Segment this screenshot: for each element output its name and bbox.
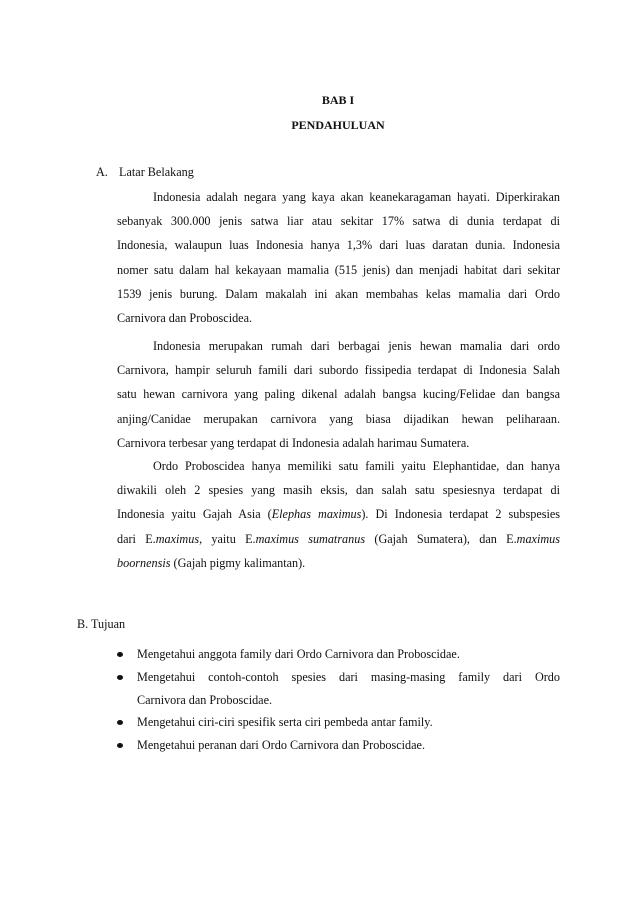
goals-list [117,643,560,757]
paragraph-line: Carnivora dan Proboscidea. [117,311,253,326]
list-item [117,643,560,666]
bullet-icon [117,743,123,748]
paragraph-line: 1539 jenis burung. Dalam makalah ini akan membahas kelas mamalia dari Ordo [117,286,560,301]
section-b-heading: B. Tujuan [77,617,126,631]
list-item-text: Mengetahui ciri-ciri spesifik serta ciri pembeda antar family. [137,715,433,730]
paragraph-line: Indonesia, walaupun luas Indonesia hanya 1,3% dari luas daratan dunia. Indonesia [117,238,560,253]
bullet-icon [117,720,123,725]
paragraph-line [117,527,560,551]
paragraph-3 [117,454,560,575]
bullet-icon [117,652,123,657]
section-a-title: Latar Belakang [119,165,194,179]
paragraph-line: sebanyak 300.000 jenis satwa liar atau sekitar 17% satwa di dunia terdapat di [117,214,560,229]
text-run: , yaitu E. [199,531,256,546]
paragraph-1 [117,185,560,330]
paragraph-line: Indonesia adalah negara yang kaya akan keanekaragaman hayati. Diperkirakan [153,190,560,204]
paragraph-line: anjing/Canidae merupakan carnivora yang biasa dijadikan hewan peliharaan. [117,411,560,426]
text-run: (Gajah pigmy kalimantan). [170,555,306,570]
paragraph-line: satu hewan carnivora yang paling dikenal adalah bangsa kucing/Felidae dan bangsa [117,387,560,402]
list-item [117,734,560,757]
species-name: maximus [516,531,560,546]
list-item-text: Mengetahui peranan dari Ordo Carnivora dan Proboscidae. [137,738,426,753]
paragraph-2 [117,334,560,455]
list-item-text: Carnivora dan Proboscidae. [137,692,273,707]
list-item [117,666,560,712]
list-item-text: Mengetahui contoh-contoh spesies dari masing-masing family dari Ordo [137,669,560,684]
paragraph-line [117,502,560,526]
paragraph-line: diwakili oleh 2 spesies yang masih eksis, dan salah satu spesiesnya terdapat di [117,483,560,498]
paragraph-line: Carnivora terbesar yang terdapat di Indonesia adalah harimau Sumatera. [117,435,470,450]
species-name: boornensis [117,555,171,570]
species-name: maximus [155,531,200,546]
section-a-marker: A. [96,165,108,179]
paragraph-line: Carnivora, hampir seluruh famili dari subordo fissipedia terdapat di Indonesia Salah [117,363,560,378]
paragraph-line: Ordo Proboscidea hanya memiliki satu famili yaitu Elephantidae, dan hanya [153,459,560,473]
text-run: Indonesia yaitu Gajah Asia ( [117,507,272,522]
list-item-text: Mengetahui anggota family dari Ordo Carnivora dan Proboscidae. [137,647,460,661]
paragraph-line: nomer satu dalam hal kekayaan mamalia (515 jenis) dan menjadi habitat dari sekitar [117,262,560,277]
section-a-heading [96,165,194,180]
chapter-heading: BAB I [321,93,355,107]
bullet-icon [117,675,123,680]
chapter-title: PENDAHULUAN [291,118,385,132]
paragraph-line: Indonesia merupakan rumah dari berbagai jenis hewan mamalia dari ordo [153,339,560,353]
text-run: ). Di Indonesia terdapat 2 subspesies [361,507,561,522]
species-name: maximus sumatranus [255,531,366,546]
list-item [117,711,560,734]
text-run: dari E. [117,531,156,546]
text-run: (Gajah Sumatera), dan E. [365,531,517,546]
paragraph-line [117,551,560,575]
species-name: Elephas maximus [271,507,362,522]
